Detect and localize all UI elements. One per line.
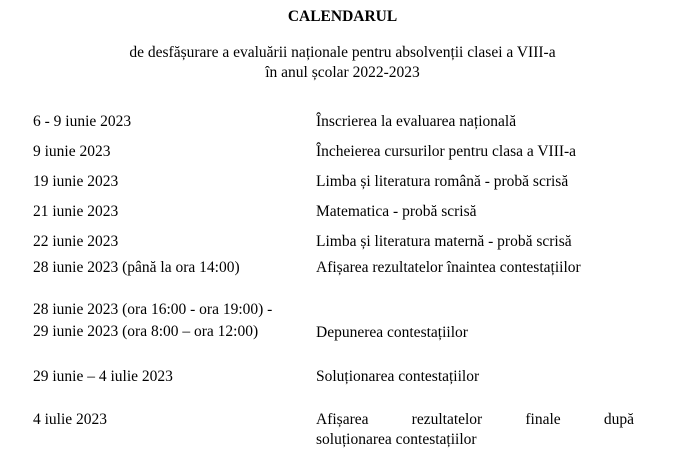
row-date: 28 iunie 2023 (până la ora 14:00) [33,259,240,276]
row-date-line1: 28 iunie 2023 (ora 16:00 - ora 19:00) - [33,301,273,318]
row-event-line2: soluționarea contestațiilor [316,431,477,448]
row-date: 29 iunie – 4 iulie 2023 [33,368,173,385]
row-date: 6 - 9 iunie 2023 [33,113,132,130]
row-date: 9 iunie 2023 [33,143,111,160]
row-date: 21 iunie 2023 [33,203,119,220]
row-event: Soluționarea contestațiilor [316,368,480,385]
row-event-word: după [603,411,634,428]
row-event-word: rezultatelor [411,411,483,428]
row-date-line2: 29 iunie 2023 (ora 8:00 – ora 12:00) [33,323,259,340]
row-date: 19 iunie 2023 [33,173,119,190]
row-event: Limba și literatura maternă - probă scrisă [316,233,572,250]
page-title: CALENDARUL [287,8,398,25]
row-date: 4 iulie 2023 [33,411,108,428]
row-event: Depunerea contestațiilor [316,324,468,341]
row-event-word: Afișarea [316,411,369,428]
row-event-justified [316,410,634,450]
row-date: 22 iunie 2023 [33,233,119,250]
row-event: Afișarea rezultatelor înaintea contestațiilor [316,259,581,276]
row-event: Înscrierea la evaluarea națională [316,113,517,130]
page-subtitle-line2: în anul școlar 2022-2023 [265,64,420,81]
row-event: Matematica - probă scrisă [316,203,477,220]
row-event: Încheierea cursurilor pentru clasa a VIII-a [316,143,577,160]
page-subtitle-line1: de desfășurare a evaluării naționale pentru absolvenții clasei a VIII-a [129,44,556,61]
row-event-line1 [316,410,634,430]
row-event-word: finale [525,411,561,428]
row-event: Limba și literatura română - probă scrisă [316,173,569,190]
